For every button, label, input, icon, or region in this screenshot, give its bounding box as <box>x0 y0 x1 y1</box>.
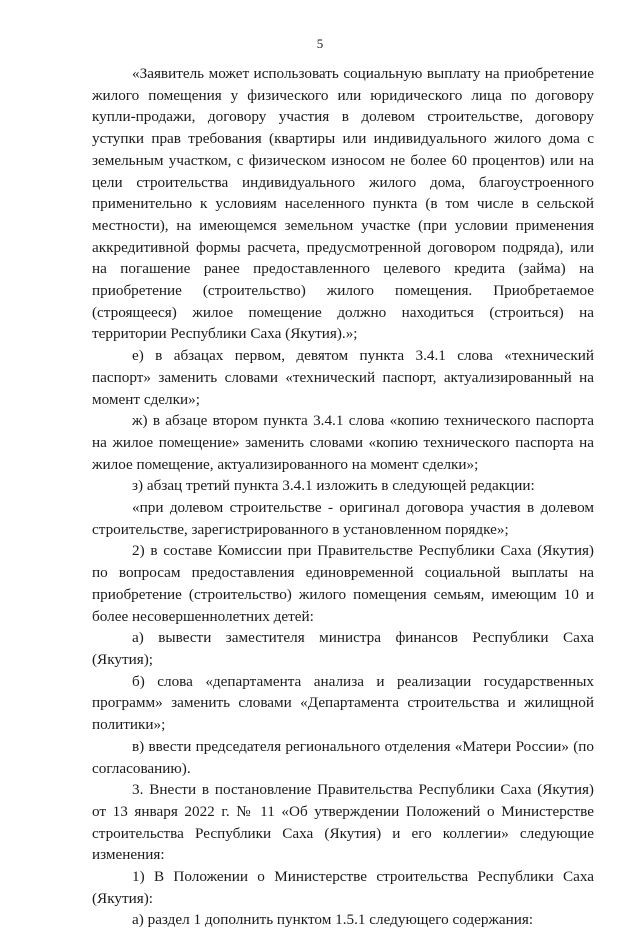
paragraph-item-e: е) в абзацах первом, девятом пункта 3.4.1 слова «технический паспорт» заменить словами «технический паспорт, актуализированный на момент сделки»; <box>92 347 594 408</box>
paragraph-item-b-rename: б) слова «департамента анализа и реализации государственных программ» заменить словами «Департамента строительства и жилищной политики»; <box>92 672 594 734</box>
paragraph-applicant-payment-use: «Заявитель может использовать социальную выплату на приобретение жилого помещения у физического или юридического лица по договору купли-продажи, договору участия в долевом строительстве, договору уступки прав требования (квартиры или индивидуального жилого дома с земельным участком, с физическом износом не более 60 процентов) или на цели строительства индивидуального жилого дома, благоустроенного применительно к условиям населенного пункта (в том числе в сельской местности), на имеющемся земельном участке (при условии применения аккредитивной формы расчета, предусмотренной договором подряда), или на погашение ранее предоставленного целевого кредита (займа) на приобретение (строительство) жилого помещения. Приобретаемое (строящееся) жилое помещение должно находиться (строиться) на территории Республики Саха (Якутия).»; <box>92 65 594 343</box>
paragraph-ministry-regulation: 1) В Положении о Министерстве строительства Республики Саха (Якутия): <box>92 868 594 907</box>
paragraph-section-3: 3. Внести в постановление Правительства Республики Саха (Якутия) от 13 января 2022 г. № 11 «Об утверждении Положений о Министерстве строительства Республики Саха (Якутия) и его коллегии» следующие изменения: <box>92 781 594 864</box>
paragraph-item-zh: ж) в абзаце втором пункта 3.4.1 слова «копию технического паспорта на жилое помещение» заменить словами «копию технического паспорта на жилое помещение, актуализированного на момент сделки»; <box>92 412 594 473</box>
paragraph-commission-composition: 2) в составе Комиссии при Правительстве Республики Саха (Якутия) по вопросам предоставления единовременной социальной выплаты на приобретение (строительство) жилого помещения семьям, имеющим 10 и более несовершеннолетних детей: <box>92 542 594 625</box>
paragraph-item-a-section-1: а) раздел 1 дополнить пунктом 1.5.1 следующего содержания: <box>132 911 534 929</box>
document-body <box>92 63 594 931</box>
paragraph-item-v-add: в) ввести председателя регионального отделения «Матери России» (по согласованию). <box>92 737 594 777</box>
paragraph-item-a-remove: а) вывести заместителя министра финансов Республики Саха (Якутия); <box>92 629 594 668</box>
paragraph-item-z: з) абзац третий пункта 3.4.1 изложить в следующей редакции: <box>132 477 535 495</box>
paragraph-shared-construction: «при долевом строительстве - оригинал договора участия в долевом строительстве, зарегистрированного в установленном порядке»; <box>92 499 594 538</box>
page-number: 5 <box>316 36 324 51</box>
